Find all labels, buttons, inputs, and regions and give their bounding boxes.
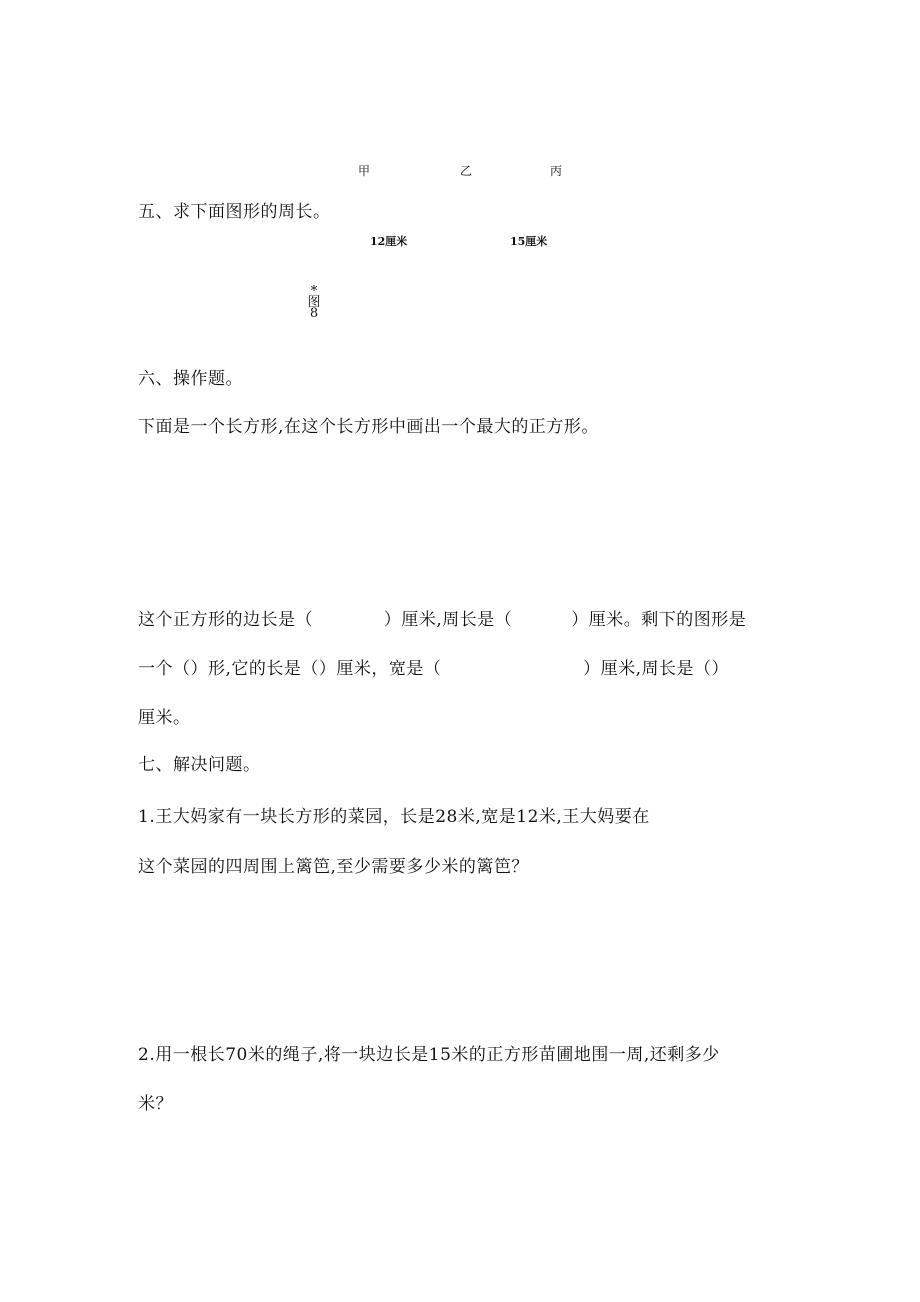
label-yi: 乙	[460, 164, 473, 178]
question1-line1: 1.王大妈家有一块长方形的菜园，长是28米,宽是12米,王大妈要在	[138, 807, 650, 827]
section6-heading: 六、操作题。	[138, 369, 243, 389]
answer-line-3: 厘米。	[138, 708, 191, 728]
figure-caption	[304, 286, 324, 319]
label-bing: 丙	[550, 164, 563, 178]
figure-caption-tu: 图	[307, 295, 321, 310]
question2-line2: 米？	[138, 1094, 173, 1114]
label-jia: 甲	[358, 164, 371, 178]
section7-heading: 七、解决问题。	[138, 755, 261, 775]
figure-caption-star: *	[310, 284, 318, 299]
answer-line-2: 一个（）形,它的长是（）厘米，宽是（ ）厘米,周长是（）	[138, 659, 729, 679]
answer-line-1: 这个正方形的边长是（ ）厘米,周长是（ ）厘米。剩下的图形是	[138, 610, 747, 630]
question2-line1: 2.用一根长70米的绳子,将一块边长是15米的正方形苗圃地围一周,还剩多少	[138, 1045, 720, 1065]
figure-caption-number: 8	[309, 306, 319, 321]
question1-line2: 这个菜园的四周围上篱笆,至少需要多少米的篱笆？	[138, 857, 529, 877]
section6-instruction: 下面是一个长方形,在这个长方形中画出一个最大的正方形。	[138, 417, 599, 437]
dimension-label-15cm: 15厘米	[510, 235, 548, 248]
dimension-label-12cm: 12厘米	[370, 235, 408, 248]
section5-heading: 五、求下面图形的周长。	[138, 202, 331, 222]
